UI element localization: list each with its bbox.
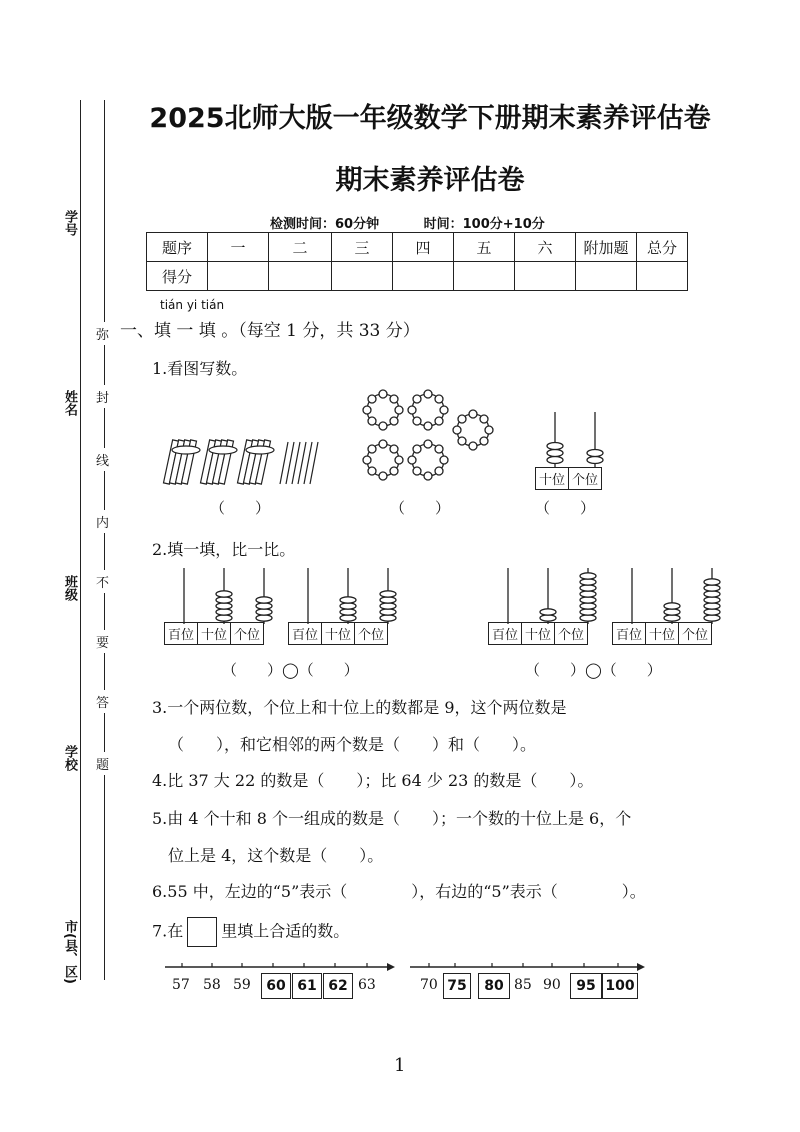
place-table-q2-2 (288, 622, 388, 645)
score-table-score-row (147, 262, 688, 291)
total-time: 时间：100分+10分 (423, 217, 545, 232)
question-7-prefix: 7.在 (152, 921, 184, 941)
score-input-cell[interactable] (515, 262, 576, 291)
score-header-cell: 四 (393, 233, 454, 262)
number-line-2-label: 85 (514, 977, 532, 993)
place-table-q2-1 (164, 622, 264, 645)
score-input-cell[interactable] (393, 262, 454, 291)
score-header-cell: 五 (454, 233, 515, 262)
number-line-1-box[interactable]: 61 (292, 973, 322, 999)
question-1: 1.看图写数。 (152, 359, 248, 378)
question-4: 4.比 37 大 22 的数是（ ）；比 64 少 23 的数是（ ）。 (152, 771, 594, 790)
name-label: 姓名 (62, 390, 77, 416)
bead-ring (408, 440, 448, 480)
place-table-q2-3 (488, 622, 588, 645)
question-7 (152, 917, 349, 947)
seal-char-5: 不 (96, 570, 109, 593)
number-line-1-label: 57 (172, 977, 190, 993)
place-label: 个位 (555, 623, 588, 645)
score-table-header-row (147, 233, 688, 262)
sub-title: 期末素养评估卷 (335, 165, 525, 196)
score-header-cell: 一 (208, 233, 269, 262)
compare-blank-1[interactable]: （ ）◯（ ） (222, 661, 359, 679)
question-7-suffix: 里填上合适的数。 (221, 921, 350, 941)
question-3-line-1: 3.一个两位数，个位上和十位上的数都是 9，这个两位数是 (152, 698, 567, 717)
number-line-2-box[interactable]: 95 (570, 973, 602, 999)
abacus-q2-1 (164, 568, 284, 624)
seal-char-8: 题 (96, 752, 109, 775)
student-id-label: 学号 (62, 210, 77, 236)
section1-title: 一、填 一 填 。（每空 1 分，共 33 分） (120, 321, 420, 341)
number-line-1-label: 59 (233, 977, 251, 993)
score-input-cell[interactable] (637, 262, 688, 291)
score-header-cell: 三 (332, 233, 393, 262)
place-label: 十位 (322, 623, 355, 645)
answer-blank[interactable]: （ ） (390, 499, 451, 517)
place-table-q2-4 (612, 622, 712, 645)
score-input-cell[interactable] (332, 262, 393, 291)
seal-char-6: 要 (96, 630, 109, 653)
bead-ring (408, 390, 448, 430)
score-input-cell[interactable] (454, 262, 515, 291)
place-label: 十位 (646, 623, 679, 645)
class-label: 班级 (62, 575, 77, 601)
page-number: 1 (394, 1055, 406, 1076)
number-line-2-axis (410, 960, 645, 974)
place-label: 百位 (613, 623, 646, 645)
score-input-cell[interactable] (208, 262, 269, 291)
single-sticks (280, 442, 318, 484)
abacus-q2-2 (288, 568, 408, 624)
place-label: 个位 (569, 468, 602, 490)
bead-rings-illustration (358, 385, 498, 495)
question-5-line-2: 位上是 4，这个数是（ ）。 (168, 846, 384, 865)
section1-pinyin: tián yi tián (160, 298, 225, 312)
question-5-line-1: 5.由 4 个十和 8 个一组成的数是（ ）；一个数的十位上是 6，个 (152, 809, 632, 828)
question-3-line-2: （ ），和它相邻的两个数是（ ）和（ ）。 (168, 735, 537, 754)
bundle-of-ten-3 (237, 440, 274, 484)
number-line-2-label: 70 (420, 977, 438, 993)
number-line-2-box[interactable]: 80 (478, 973, 510, 999)
abacus-q1 (535, 410, 617, 468)
question-6: 6.55 中，左边的“5”表示（ ），右边的“5”表示（ ）。 (152, 882, 646, 901)
number-line-1-box[interactable]: 62 (323, 973, 353, 999)
question-2: 2.填一填，比一比。 (152, 540, 296, 559)
place-label: 个位 (679, 623, 712, 645)
seal-char-1: 弥 (96, 322, 109, 345)
number-line-1-label: 63 (358, 977, 376, 993)
place-label: 百位 (489, 623, 522, 645)
score-input-cell[interactable] (269, 262, 332, 291)
exam-info (270, 213, 585, 232)
compare-blank-2[interactable]: （ ）◯（ ） (525, 661, 662, 679)
score-header-cell: 附加题 (576, 233, 637, 262)
score-header-cell: 六 (515, 233, 576, 262)
bead-ring (453, 410, 493, 450)
bead-ring (363, 390, 403, 430)
seal-char-2: 封 (96, 385, 109, 408)
place-table-q1 (535, 467, 602, 490)
number-line-1-box[interactable]: 60 (261, 973, 291, 999)
score-input-cell[interactable] (576, 262, 637, 291)
seal-char-7: 答 (96, 690, 109, 713)
city-label: 市(县、区) (62, 920, 77, 984)
bead-ring (363, 440, 403, 480)
seal-char-4: 内 (96, 510, 109, 533)
score-table (146, 232, 688, 291)
number-line-2-box[interactable]: 75 (443, 973, 471, 999)
score-header-cell: 题序 (147, 233, 208, 262)
bundle-of-ten-1 (163, 440, 200, 484)
score-header-cell: 总分 (637, 233, 688, 262)
place-label: 个位 (231, 623, 264, 645)
score-header-cell: 二 (269, 233, 332, 262)
place-label: 个位 (355, 623, 388, 645)
place-label: 百位 (165, 623, 198, 645)
abacus-q2-4 (612, 568, 732, 624)
bundle-of-ten-2 (200, 440, 237, 484)
score-row-label: 得分 (147, 262, 208, 291)
main-title: 2025北师大版一年级数学下册期末素养评估卷 (149, 103, 711, 134)
number-line-2-box[interactable]: 100 (602, 973, 638, 999)
place-label: 十位 (536, 468, 569, 490)
answer-blank[interactable]: （ ） (535, 499, 596, 517)
number-line-1-axis (165, 960, 395, 974)
answer-blank[interactable]: （ ） (210, 499, 271, 517)
abacus-q2-3 (488, 568, 608, 624)
number-line-1-label: 58 (203, 977, 221, 993)
seal-char-3: 线 (96, 448, 109, 471)
sticks-illustration (160, 420, 330, 490)
answer-box-icon (187, 917, 217, 947)
place-label: 十位 (198, 623, 231, 645)
number-line-2-label: 90 (543, 977, 561, 993)
place-label: 十位 (522, 623, 555, 645)
school-label: 学校 (62, 745, 77, 771)
margin-line-inner (104, 100, 105, 980)
margin-line-outer (80, 100, 81, 980)
detect-time: 检测时间：60分钟 (270, 217, 380, 232)
place-label: 百位 (289, 623, 322, 645)
